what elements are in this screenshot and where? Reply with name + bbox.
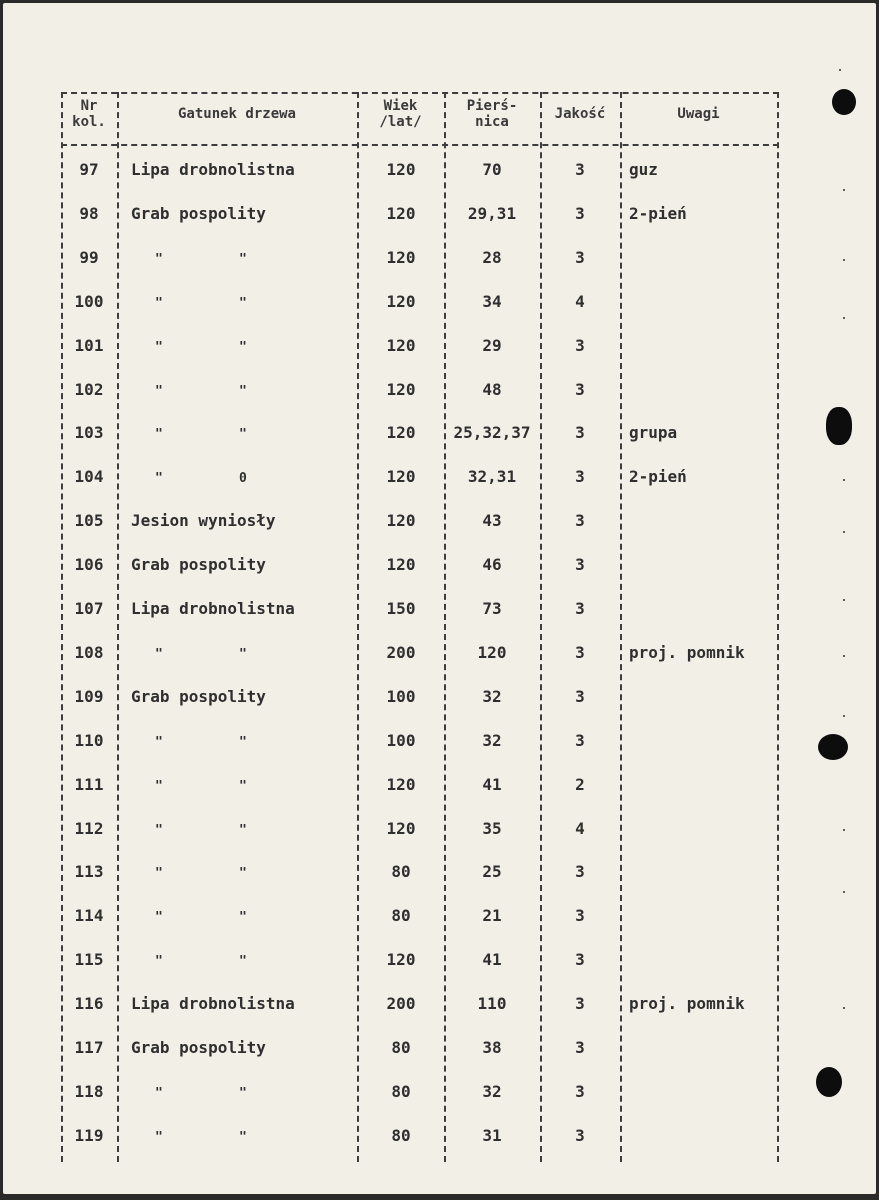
- cell-jakosc: 3: [575, 423, 585, 443]
- cell-jakosc: 3: [575, 1081, 585, 1101]
- cell-gatunek-ditto: ": [155, 1085, 163, 1101]
- cell-wiek: 120: [386, 335, 416, 355]
- cell-wiek: 120: [386, 291, 416, 311]
- cell-wiek: 120: [386, 467, 416, 487]
- cell-wiek: 200: [386, 994, 416, 1014]
- cell-piersnica: 41: [482, 774, 502, 794]
- cell-gatunek-ditto: ": [239, 1129, 247, 1145]
- cell-gatunek-ditto: ": [155, 734, 163, 750]
- cell-wiek: 120: [386, 247, 416, 267]
- cell-uwagi: proj. pomnik: [629, 994, 745, 1014]
- cell-nr: 112: [74, 818, 104, 838]
- cell-gatunek: Grab pospolity: [131, 555, 266, 575]
- cell-nr: 115: [74, 950, 104, 970]
- cell-nr: 104: [74, 467, 104, 487]
- margin-mark: [843, 599, 845, 601]
- cell-piersnica: 29: [482, 335, 502, 355]
- cell-wiek: 120: [386, 423, 416, 443]
- margin-mark: [843, 715, 845, 717]
- header-nr: Nr kol.: [72, 98, 106, 130]
- cell-wiek: 200: [386, 642, 416, 662]
- cell-nr: 111: [74, 774, 104, 794]
- cell-nr: 110: [74, 730, 104, 750]
- cell-jakosc: 3: [575, 203, 585, 223]
- margin-mark: [843, 259, 845, 261]
- cell-nr: 106: [74, 555, 104, 575]
- margin-mark: [843, 531, 845, 533]
- margin-mark: [843, 317, 845, 319]
- cell-gatunek-ditto: ": [155, 866, 163, 882]
- cell-jakosc: 3: [575, 686, 585, 706]
- cell-jakosc: 3: [575, 642, 585, 662]
- cell-nr: 105: [74, 511, 104, 531]
- cell-gatunek: Grab pospolity: [131, 1038, 266, 1057]
- cell-jakosc: 3: [575, 994, 585, 1014]
- cell-gatunek-ditto: ": [155, 383, 163, 399]
- cell-wiek: 120: [386, 379, 416, 399]
- cell-gatunek-ditto: ": [155, 427, 163, 443]
- cell-jakosc: 3: [575, 730, 585, 750]
- cell-jakosc: 3: [575, 247, 585, 267]
- cell-wiek: 80: [391, 862, 411, 882]
- cell-jakosc: 3: [575, 511, 585, 531]
- cell-gatunek-ditto: ": [239, 734, 247, 750]
- punch-hole: [832, 89, 856, 115]
- cell-gatunek-ditto: ": [155, 646, 163, 662]
- header-wiek: Wiek /lat/: [379, 98, 422, 130]
- cell-wiek: 120: [386, 555, 416, 575]
- cell-gatunek-ditto: ": [239, 295, 247, 311]
- cell-nr: 98: [79, 203, 99, 223]
- cell-jakosc: 3: [575, 599, 585, 618]
- cell-piersnica: 32,31: [467, 467, 517, 487]
- cell-wiek: 120: [386, 774, 416, 794]
- header-uwagi: Uwagi: [677, 106, 720, 122]
- cell-gatunek-ditto: ": [239, 822, 247, 838]
- cell-piersnica: 70: [482, 160, 502, 179]
- cell-gatunek-ditto: ": [155, 295, 163, 311]
- cell-jakosc: 2: [575, 774, 585, 794]
- cell-gatunek: Grab pospolity: [131, 203, 266, 223]
- cell-gatunek-ditto: ": [239, 251, 247, 267]
- header-gatunek: Gatunek drzewa: [177, 106, 296, 122]
- cell-jakosc: 4: [575, 291, 585, 311]
- cell-wiek: 80: [391, 906, 411, 926]
- cell-piersnica: 25,32,37: [453, 423, 531, 443]
- cell-gatunek-ditto: ": [239, 383, 247, 399]
- cell-jakosc: 3: [575, 1038, 585, 1057]
- cell-nr: 107: [74, 599, 104, 618]
- header-piersnica: Pierś- nica: [466, 98, 518, 130]
- cell-piersnica: 43: [482, 511, 502, 531]
- margin-mark: [843, 479, 845, 481]
- cell-gatunek-ditto: ": [155, 251, 163, 267]
- cell-gatunek-ditto: ": [239, 339, 247, 355]
- cell-gatunek-ditto: ": [239, 866, 247, 882]
- cell-piersnica: 21: [482, 906, 502, 926]
- cell-piersnica: 29,31: [467, 203, 517, 223]
- cell-jakosc: 3: [575, 862, 585, 882]
- cell-gatunek-ditto: ": [155, 339, 163, 355]
- cell-piersnica: 25: [482, 862, 502, 882]
- cell-nr: 114: [74, 906, 104, 926]
- cell-nr: 102: [74, 379, 104, 399]
- cell-gatunek-ditto: ": [155, 954, 163, 970]
- cell-nr: 97: [79, 160, 99, 179]
- cell-jakosc: 3: [575, 379, 585, 399]
- cell-wiek: 120: [386, 511, 416, 531]
- cell-nr: 99: [79, 247, 99, 267]
- cell-piersnica: 48: [482, 379, 502, 399]
- cell-gatunek-ditto: ": [239, 1085, 247, 1101]
- cell-wiek: 120: [386, 818, 416, 838]
- cell-piersnica: 35: [482, 818, 502, 838]
- cell-jakosc: 4: [575, 818, 585, 838]
- cell-gatunek-ditto: ": [155, 471, 163, 487]
- cell-nr: 117: [74, 1038, 104, 1057]
- cell-piersnica: 110: [477, 994, 507, 1014]
- cell-nr: 103: [74, 423, 104, 443]
- cell-gatunek-ditto: ": [155, 1129, 163, 1145]
- margin-mark: [839, 69, 841, 71]
- cell-nr: 118: [74, 1081, 104, 1101]
- cell-wiek: 80: [391, 1081, 411, 1101]
- margin-mark: [843, 189, 845, 191]
- cell-nr: 119: [74, 1125, 104, 1145]
- cell-wiek: 80: [391, 1125, 411, 1145]
- cell-gatunek: Grab pospolity: [131, 686, 266, 706]
- cell-nr: 108: [74, 642, 104, 662]
- cell-jakosc: 3: [575, 335, 585, 355]
- cell-nr: 113: [74, 862, 104, 882]
- cell-gatunek-ditto: ": [239, 646, 247, 662]
- cell-piersnica: 32: [482, 730, 502, 750]
- cell-gatunek: Lipa drobnolistna: [131, 994, 295, 1014]
- cell-uwagi: guz: [629, 160, 658, 179]
- punch-hole: [826, 407, 852, 445]
- cell-wiek: 120: [386, 203, 416, 223]
- cell-gatunek: Lipa drobnolistna: [131, 160, 295, 179]
- cell-jakosc: 3: [575, 950, 585, 970]
- cell-wiek: 150: [386, 599, 416, 618]
- cell-gatunek-ditto: ": [239, 427, 247, 443]
- cell-uwagi: 2-pień: [629, 203, 687, 223]
- cell-jakosc: 3: [575, 160, 585, 179]
- cell-nr: 100: [74, 291, 104, 311]
- cell-gatunek-ditto: 0: [239, 471, 247, 487]
- cell-jakosc: 3: [575, 906, 585, 926]
- cell-gatunek-ditto: ": [239, 778, 247, 794]
- cell-gatunek: Jesion wyniosły: [131, 511, 276, 531]
- cell-gatunek: Lipa drobnolistna: [131, 599, 295, 618]
- cell-wiek: 100: [386, 730, 416, 750]
- cell-uwagi: grupa: [629, 423, 678, 443]
- cell-gatunek-ditto: ": [239, 954, 247, 970]
- cell-wiek: 80: [391, 1038, 411, 1057]
- cell-gatunek-ditto: ": [155, 778, 163, 794]
- cell-piersnica: 28: [482, 247, 502, 267]
- cell-piersnica: 34: [482, 291, 502, 311]
- margin-mark: [843, 655, 845, 657]
- cell-piersnica: 38: [482, 1038, 502, 1057]
- cell-piersnica: 32: [482, 1081, 502, 1101]
- cell-jakosc: 3: [575, 555, 585, 575]
- cell-piersnica: 32: [482, 686, 502, 706]
- cell-wiek: 100: [386, 686, 416, 706]
- cell-piersnica: 73: [482, 599, 502, 618]
- cell-jakosc: 3: [575, 467, 585, 487]
- margin-mark: [843, 891, 845, 893]
- cell-nr: 109: [74, 686, 104, 706]
- margin-mark: [843, 829, 845, 831]
- cell-jakosc: 3: [575, 1125, 585, 1145]
- margin-mark: [843, 1007, 845, 1009]
- punch-hole: [816, 1067, 842, 1097]
- cell-wiek: 120: [386, 950, 416, 970]
- cell-nr: 101: [74, 335, 104, 355]
- cell-piersnica: 31: [482, 1125, 502, 1145]
- cell-piersnica: 120: [477, 642, 507, 662]
- cell-uwagi: proj. pomnik: [629, 642, 745, 662]
- cell-piersnica: 41: [482, 950, 502, 970]
- header-jakosc: Jakość: [554, 106, 606, 122]
- cell-piersnica: 46: [482, 555, 502, 575]
- cell-gatunek-ditto: ": [155, 910, 163, 926]
- cell-gatunek-ditto: ": [155, 822, 163, 838]
- tree-inventory-table: [61, 92, 779, 1162]
- cell-gatunek-ditto: ": [239, 910, 247, 926]
- punch-hole: [818, 734, 848, 760]
- cell-uwagi: 2-pień: [629, 467, 687, 487]
- cell-wiek: 120: [386, 160, 416, 179]
- cell-nr: 116: [74, 994, 104, 1014]
